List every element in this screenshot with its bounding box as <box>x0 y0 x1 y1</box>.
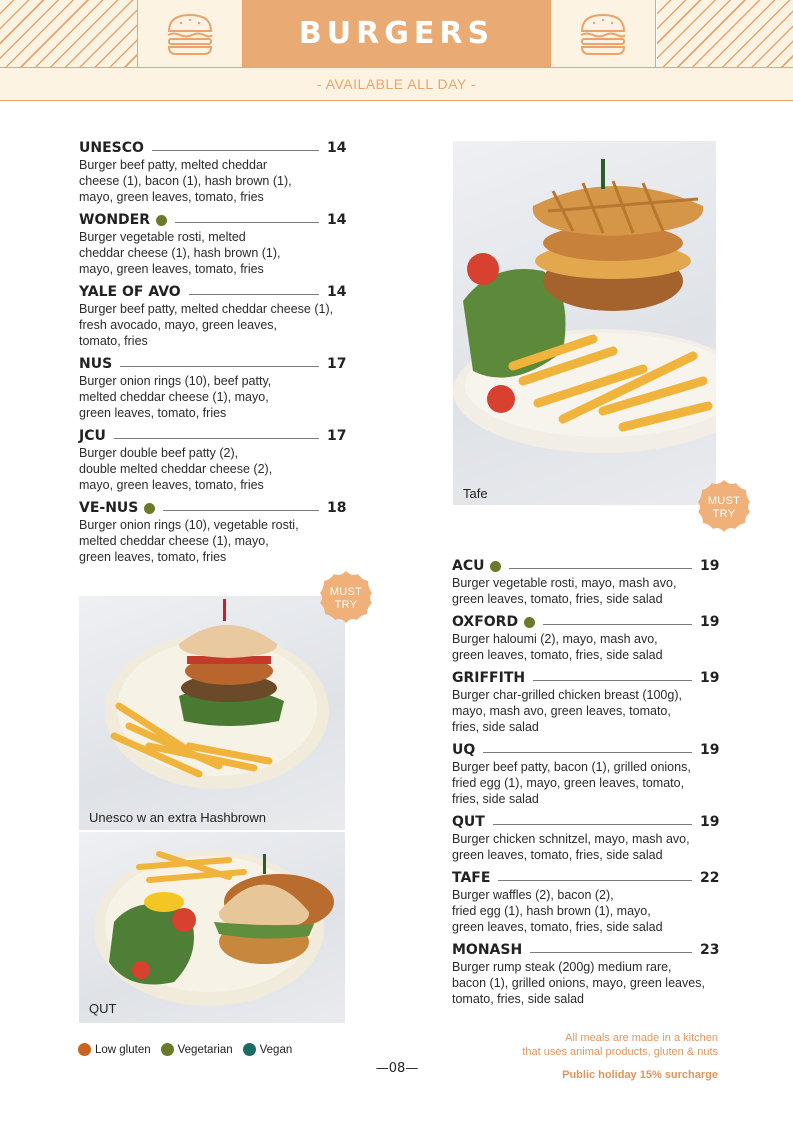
menu-item-price: 19 <box>700 558 720 574</box>
menu-item-header <box>79 283 345 301</box>
menu-item-price: 19 <box>700 614 720 630</box>
badge-text-line2: TRY <box>334 599 358 611</box>
menu-item-name: YALE OF AVO <box>79 284 181 300</box>
menu-item-name: QUT <box>452 814 485 830</box>
title-banner <box>243 0 550 67</box>
menu-item-description: Burger vegetable rosti, melted cheddar cheese (1), hash brown (1), mayo, green leaves, tomato, fries <box>79 230 281 276</box>
menu-item-description: Burger onion rings (10), vegetable rosti, melted cheddar cheese (1), mayo, green leaves, tomato, fries <box>79 518 299 564</box>
dot-leader <box>498 880 692 881</box>
menu-item-header <box>452 741 718 759</box>
vegetarian-icon <box>490 561 501 572</box>
menu-item-name: VE-NUS <box>79 500 139 516</box>
qut-burger-illustration <box>79 832 345 1023</box>
menu-item <box>79 139 345 205</box>
menu-item-description: Burger haloumi (2), mayo, mash avo, green leaves, tomato, fries, side salad <box>452 632 663 662</box>
menu-item-description: Burger onion rings (10), beef patty, melted cheddar cheese (1), mayo, green leaves, tomato, fries <box>79 374 272 420</box>
legend-dot-icon <box>243 1043 256 1056</box>
dot-leader <box>483 752 692 753</box>
dot-leader <box>163 510 319 511</box>
menu-item-name: GRIFFITH <box>452 670 526 686</box>
vegetarian-icon <box>156 215 167 226</box>
menu-item-price: 23 <box>700 942 720 958</box>
legend-item <box>78 1043 151 1056</box>
menu-item <box>79 211 345 277</box>
menu-item <box>452 813 718 863</box>
burger-icon <box>577 11 629 57</box>
menu-item-description: Burger rump steak (200g) medium rare, bacon (1), grilled onions, mayo, green leaves, tomato, fries, side salad <box>452 960 705 1006</box>
header-icon-box-right <box>550 0 656 67</box>
dietary-legend <box>78 1043 302 1056</box>
menu-item-price: 17 <box>327 428 347 444</box>
availability-text: - AVAILABLE ALL DAY - <box>316 76 477 92</box>
menu-item-name: NUS <box>79 356 113 372</box>
menu-item <box>79 427 345 493</box>
menu-item-header <box>452 941 718 959</box>
menu-item <box>452 941 718 1007</box>
menu-item-price: 17 <box>327 356 347 372</box>
header-icon-box-left <box>137 0 243 67</box>
menu-column-right <box>452 557 718 1013</box>
menu-item-name: WONDER <box>79 212 151 228</box>
menu-item-name: ACU <box>452 558 485 574</box>
menu-item-price: 19 <box>700 814 720 830</box>
dot-leader <box>189 294 319 295</box>
must-try-badge <box>696 478 752 534</box>
tafe-burger-illustration <box>453 141 716 505</box>
dot-leader <box>175 222 319 223</box>
menu-header <box>0 0 793 68</box>
must-try-badge <box>318 569 374 625</box>
menu-item-header <box>79 499 345 517</box>
menu-item-header <box>79 211 345 229</box>
menu-item <box>79 355 345 421</box>
menu-item-description: Burger char-grilled chicken breast (100g), mayo, mash avo, green leaves, tomato, fries, side salad <box>452 688 682 734</box>
menu-item <box>452 741 718 807</box>
menu-item-price: 14 <box>327 212 347 228</box>
menu-item-price: 22 <box>700 870 720 886</box>
dot-leader <box>493 824 692 825</box>
page-number: —08— <box>375 1061 419 1076</box>
menu-item-name: UNESCO <box>79 140 144 156</box>
vegetarian-icon <box>144 503 155 514</box>
legend-dot-icon <box>161 1043 174 1056</box>
badge-text-line2: TRY <box>712 508 736 520</box>
menu-item-description: Burger beef patty, melted cheddar cheese (1), fresh avocado, mayo, green leaves, tomato, fries <box>79 302 334 348</box>
menu-item-name: UQ <box>452 742 476 758</box>
legend-dot-icon <box>78 1043 91 1056</box>
tafe-photo-caption: Tafe <box>463 486 488 501</box>
unesco-burger-illustration <box>79 596 345 830</box>
menu-item-price: 14 <box>327 140 347 156</box>
menu-item-name: JCU <box>79 428 106 444</box>
kitchen-notice <box>522 1031 718 1081</box>
menu-item-header <box>452 669 718 687</box>
menu-item-price: 18 <box>327 500 347 516</box>
dot-leader <box>120 366 319 367</box>
vegetarian-icon <box>524 617 535 628</box>
menu-item-description: Burger waffles (2), bacon (2), fried egg (1), hash brown (1), mayo, green leaves, tomato, fries, side salad <box>452 888 663 934</box>
legend-label: Vegetarian <box>177 1043 233 1056</box>
menu-item <box>79 499 345 565</box>
badge-text-line1: MUST <box>329 586 363 598</box>
menu-item-price: 19 <box>700 742 720 758</box>
notice-line-1: All meals are made in a kitchen <box>565 1032 718 1044</box>
legend-label: Vegan <box>259 1043 293 1056</box>
menu-item <box>79 283 345 349</box>
header-hatch-right <box>657 0 793 67</box>
menu-item-description: Burger vegetable rosti, mayo, mash avo, green leaves, tomato, fries, side salad <box>452 576 677 606</box>
menu-item-description: Burger double beef patty (2), double melted cheddar cheese (2), mayo, green leaves, tomato, fries <box>79 446 273 492</box>
menu-column-left <box>79 139 345 571</box>
unesco-photo-caption: Unesco w an extra Hashbrown <box>89 810 267 825</box>
menu-item-header <box>79 427 345 445</box>
badge-text-line1: MUST <box>707 495 741 507</box>
burger-icon <box>164 11 216 57</box>
menu-item-price: 19 <box>700 670 720 686</box>
menu-item-header <box>452 557 718 575</box>
notice-line-2: that uses animal products, gluten & nuts <box>522 1046 718 1058</box>
menu-item <box>452 669 718 735</box>
menu-item-header <box>452 813 718 831</box>
unesco-burger-photo <box>79 596 345 830</box>
menu-item <box>452 613 718 663</box>
menu-item-header <box>452 869 718 887</box>
dot-leader <box>543 624 692 625</box>
legend-item <box>243 1043 293 1056</box>
menu-item <box>452 557 718 607</box>
page-title: BURGERS <box>298 16 495 51</box>
menu-item <box>452 869 718 935</box>
menu-item-price: 14 <box>327 284 347 300</box>
legend-item <box>161 1043 233 1056</box>
qut-burger-photo <box>79 832 345 1023</box>
menu-item-name: MONASH <box>452 942 523 958</box>
menu-item-header <box>79 355 345 373</box>
legend-label: Low gluten <box>95 1043 151 1056</box>
dot-leader <box>533 680 692 681</box>
availability-bar <box>0 67 793 101</box>
menu-item-description: Burger beef patty, bacon (1), grilled onions, fried egg (1), mayo, green leaves, tomato, fries, side salad <box>452 760 691 806</box>
qut-photo-caption: QUT <box>89 1001 117 1016</box>
dot-leader <box>509 568 692 569</box>
tafe-burger-photo <box>453 141 716 505</box>
dot-leader <box>530 952 692 953</box>
menu-item-name: TAFE <box>452 870 491 886</box>
header-hatch-left <box>0 0 137 67</box>
dot-leader <box>152 150 319 151</box>
menu-item-header <box>79 139 345 157</box>
menu-item-header <box>452 613 718 631</box>
menu-item-name: OXFORD <box>452 614 519 630</box>
dot-leader <box>114 438 319 439</box>
menu-item-description: Burger chicken schnitzel, mayo, mash avo, green leaves, tomato, fries, side salad <box>452 832 690 862</box>
surcharge-notice: Public holiday 15% surcharge <box>562 1069 718 1081</box>
menu-item-description: Burger beef patty, melted cheddar cheese (1), bacon (1), hash brown (1), mayo, green leaves, tomato, fries <box>79 158 292 204</box>
